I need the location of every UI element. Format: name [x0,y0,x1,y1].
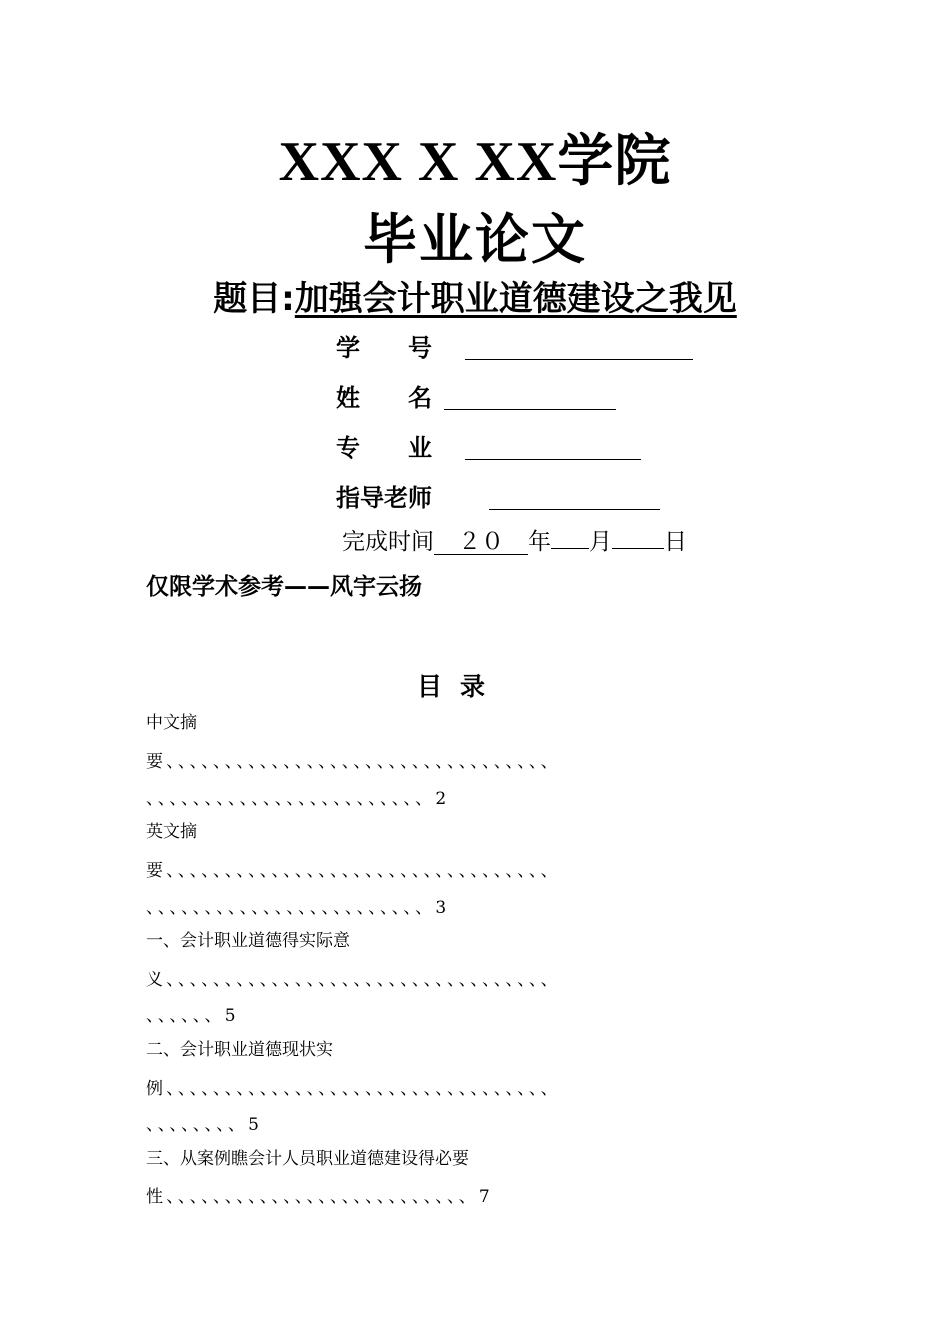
toc-title: 目录 [416,672,503,701]
toc-entry-5-dots: 性、、、、、、、、、、、、、、、、、、、、、、、、、、 [146,1187,479,1207]
toc-entry-4-tail [146,1113,259,1137]
field-major [336,432,432,464]
thesis-topic [0,276,950,322]
toc-entry-1-dots: 、、、、、、、、、、、、、、、、、、、、、、、、 [146,789,436,809]
toc-entry-5-page: 7 [478,1187,490,1207]
thesis-type: 毕业论文 [363,207,587,271]
field-major-label: 专 业 [336,434,432,462]
field-name-label: 姓 名 [336,384,432,412]
year-unit: 年 [528,529,551,555]
topic-label: 题目: [213,279,295,319]
year-blank: ２０ [434,526,528,555]
name-blank [444,409,616,410]
toc-entry-5-title: 三、从案例瞧会计人员职业道德建设得必要 [146,1149,469,1169]
topic-value: 加强会计职业道德建设之我见 [294,279,737,319]
advisor-blank [489,509,660,510]
toc-entry-3-title: 一、会计职业道德得实际意 [146,931,350,951]
toc-entry-3-page: 5 [224,1006,236,1026]
field-student-id-label: 学 号 [336,334,432,362]
toc-entry-2-dots: 、、、、、、、、、、、、、、、、、、、、、、、、 [146,898,436,918]
toc-entry-1-page: 2 [435,789,447,809]
day-blank [612,520,664,549]
toc-entry-2-title: 英文摘 [146,822,197,842]
field-advisor [336,482,432,514]
day-unit: 日 [664,529,687,555]
usage-note: 仅限学术参考——风宇云扬 [146,574,422,600]
field-advisor-label: 指导老师 [336,484,432,512]
student-id-blank [465,359,693,360]
month-unit: 月 [589,529,612,555]
month-blank [551,520,589,549]
toc-entry-1-leader: 要、、、、、、、、、、、、、、、、、、、、、、、、、、、、、、、、、 [146,752,561,772]
toc-entry-4-dots: 、、、、、、、、 [146,1115,249,1135]
toc-entry-4-page: 5 [248,1115,259,1135]
toc-entry-2-tail [146,896,446,920]
toc-entry-3-tail [146,1004,236,1028]
toc-entry-4-title: 二、会计职业道德现状实 [146,1040,333,1060]
toc-entry-2-leader: 要、、、、、、、、、、、、、、、、、、、、、、、、、、、、、、、、、 [146,861,561,881]
completion-label: 完成时间 [342,529,434,555]
toc-entry-1-title: 中文摘 [146,713,197,733]
toc-entry-3-dots: 、、、、、、 [146,1006,225,1026]
field-student-id [336,332,432,364]
toc-entry-5-tail [146,1185,490,1209]
field-name [336,382,432,414]
toc-entry-4-leader: 例、、、、、、、、、、、、、、、、、、、、、、、、、、、、、、、、、 [146,1079,561,1099]
completion-date [342,520,687,558]
toc-entry-1-tail [146,787,446,811]
major-blank [465,459,641,460]
school-name: XXX X XX学院 [278,131,672,193]
toc-entry-3-leader: 义、、、、、、、、、、、、、、、、、、、、、、、、、、、、、、、、、 [146,970,561,990]
toc-entry-2-page: 3 [435,898,447,918]
